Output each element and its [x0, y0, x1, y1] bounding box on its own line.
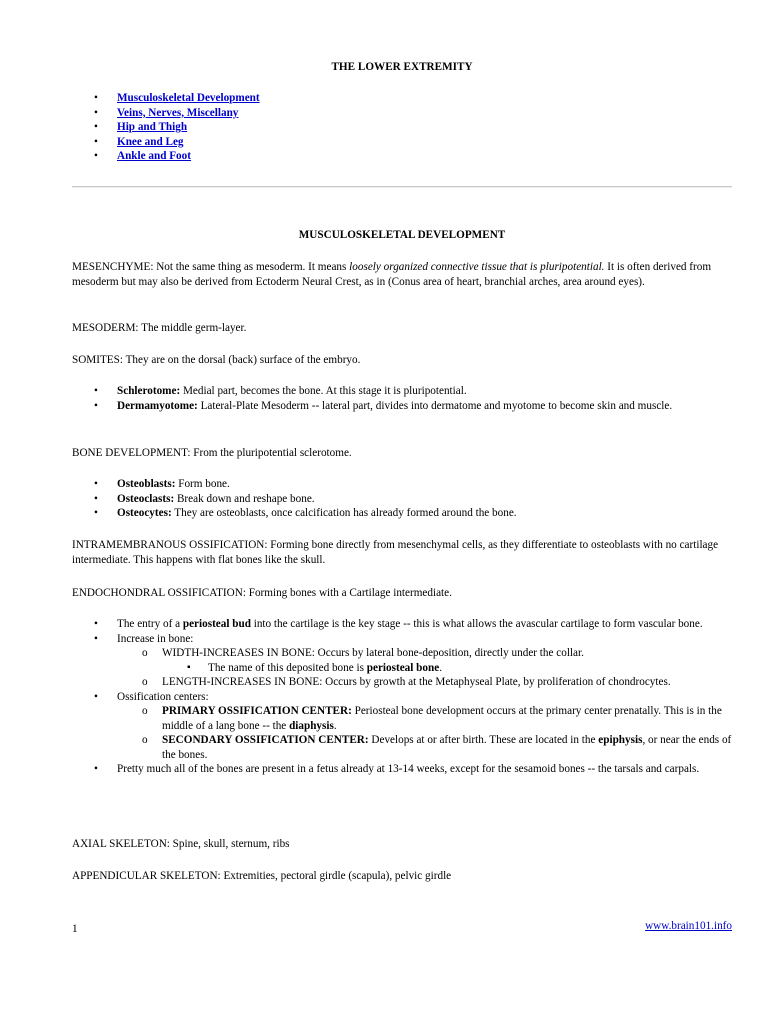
toc-link-ankle-foot[interactable]: Ankle and Foot — [117, 150, 191, 162]
page-number: 1 — [72, 923, 78, 935]
toc-link-knee-leg[interactable]: Knee and Leg — [117, 135, 184, 148]
toc-item — [72, 91, 260, 106]
sub-list-item-text: WIDTH-INCREASES IN BONE: Occurs by lateral bone-deposition, directly under the collar. — [162, 647, 584, 659]
mesenchyme-text-pre: MESENCHYME: Not the same thing as mesoderm. It means — [72, 261, 350, 273]
somites-paragraph: SOMITES: They are on the dorsal (back) surface of the embryo. — [72, 354, 361, 366]
endochondral-list — [72, 617, 732, 777]
toc-link-musculoskeletal[interactable]: Musculoskeletal Development — [117, 92, 260, 104]
sub-list-item-term: diaphysis — [289, 719, 334, 732]
endochondral-list-block — [72, 617, 732, 777]
bone-cells-list-block — [72, 477, 732, 521]
sub-sub-list-item-term: periosteal bone — [366, 661, 440, 674]
table-of-contents — [72, 91, 260, 164]
toc-link-hip-thigh[interactable]: Hip and Thigh — [117, 121, 188, 133]
list-item-text: Medial part, becomes the bone. At this stage it is pluripotential. — [180, 385, 467, 397]
list-item-text: Increase in bone: — [117, 632, 194, 645]
sub-list-item-text: Periosteal bone development occurs at the primary center prenatally. This is in the middle of a lang bone -- the — [162, 705, 722, 732]
mesenchyme-paragraph — [72, 260, 732, 289]
list-item — [72, 632, 732, 690]
sub-sub-list-item — [72, 661, 732, 676]
somites-list — [72, 384, 732, 413]
section-title: MUSCULOSKELETAL DEVELOPMENT — [298, 229, 506, 241]
list-item — [72, 492, 732, 507]
sub-list-item — [72, 704, 732, 733]
list-item — [72, 690, 732, 763]
sub-list-item — [72, 646, 732, 675]
appendicular-skeleton-paragraph: APPENDICULAR SKELETON: Extremities, pectoral girdle (scapula), pelvic girdle — [72, 870, 452, 882]
list-item-term: Dermamyotome: — [117, 399, 198, 412]
mesoderm-paragraph: MESODERM: The middle germ-layer. — [72, 322, 247, 334]
sub-list-item-text: LENGTH-INCREASES IN BONE: Occurs by growth at the Metaphyseal Plate, by proliferation of chondrocytes. — [162, 676, 671, 688]
list-item-text: Ossification centers: — [117, 690, 209, 703]
sub-list-item-term: epiphysis — [598, 734, 643, 746]
list-item — [72, 384, 732, 399]
intramembranous-paragraph: INTRAMEMBRANOUS OSSIFICATION: Forming bone directly from mesenchymal cells, as they differentiate to osteoblasts with no cartilage intermediate. This happens with flat bones like the skull. — [72, 539, 719, 566]
mesenchyme-text-post: It is often derived from mesoderm but may also be derived from Ectoderm Neural Crest, as in (Conus area of heart, branchial arches, area around eyes). — [72, 261, 712, 288]
toc-link-veins-nerves[interactable]: Veins, Nerves, Miscellany — [117, 106, 239, 119]
horizontal-rule — [72, 186, 732, 188]
list-item-text: Break down and reshape bone. — [174, 492, 315, 505]
list-item — [72, 762, 732, 777]
list-item-text: Lateral-Plate Mesoderm -- lateral part, divides into dermatome and myotome to become skin and muscle. — [197, 399, 673, 412]
sub-list-item-term: SECONDARY OSSIFICATION CENTER: — [162, 734, 369, 746]
list-item-term: Osteoblasts: — [117, 478, 176, 490]
sub-list-item — [72, 675, 732, 690]
endochondral-paragraph: ENDOCHONDRAL OSSIFICATION: Forming bones with a Cartilage intermediate. — [72, 587, 452, 599]
list-item-term: periosteal bud — [182, 618, 251, 630]
sub-list — [72, 704, 732, 762]
footer-website-link[interactable]: www.brain101.info — [645, 920, 732, 932]
bone-cells-list — [72, 477, 732, 521]
list-item-text: They are osteoblasts, once calcification has already formed around the bone. — [171, 507, 517, 519]
list-item-text: Pretty much all of the bones are present in a fetus already at 13-14 weeks, except for the sesamoid bones -- the tarsals and carpals. — [117, 763, 700, 775]
list-item-term: Osteoclasts: — [117, 492, 175, 505]
list-item-term: Schlerotome: — [117, 385, 181, 397]
list-item-text: The entry of a — [117, 618, 183, 630]
document-title: THE LOWER EXTREMITY — [331, 61, 473, 73]
axial-skeleton-paragraph: AXIAL SKELETON: Spine, skull, sternum, ribs — [72, 838, 290, 850]
sub-sub-list — [72, 661, 732, 676]
bone-development-paragraph: BONE DEVELOPMENT: From the pluripotential sclerotome. — [72, 447, 352, 459]
toc-item — [72, 135, 260, 150]
toc-item — [72, 149, 260, 164]
sub-sub-list-item-end: . — [439, 661, 442, 674]
list-item-text: into the cartilage is the key stage -- this is what allows the avascular cartilage to form vascular bone. — [250, 618, 703, 630]
sub-list-item-end: , or near the ends of the bones. — [162, 734, 732, 761]
somites-list-block — [72, 384, 732, 413]
list-item — [72, 617, 732, 632]
mesenchyme-text-italic: loosely organized connective tissue that is pluripotential. — [349, 261, 605, 273]
sub-sub-list-item-text: The name of this deposited bone is — [208, 661, 367, 674]
sub-list-item — [72, 733, 732, 762]
sub-list-item-term: PRIMARY OSSIFICATION CENTER: — [162, 705, 352, 717]
list-item — [72, 506, 732, 521]
list-item — [72, 399, 732, 414]
toc-item — [72, 120, 260, 135]
list-item-term: Osteocytes: — [117, 507, 172, 519]
sub-list-item-end: . — [333, 719, 337, 732]
sub-list-item-text: Develops at or after birth. These are located in the — [368, 734, 599, 746]
toc-item — [72, 106, 260, 121]
list-item-text: Form bone. — [175, 478, 230, 490]
sub-list — [72, 646, 732, 690]
list-item — [72, 477, 732, 492]
